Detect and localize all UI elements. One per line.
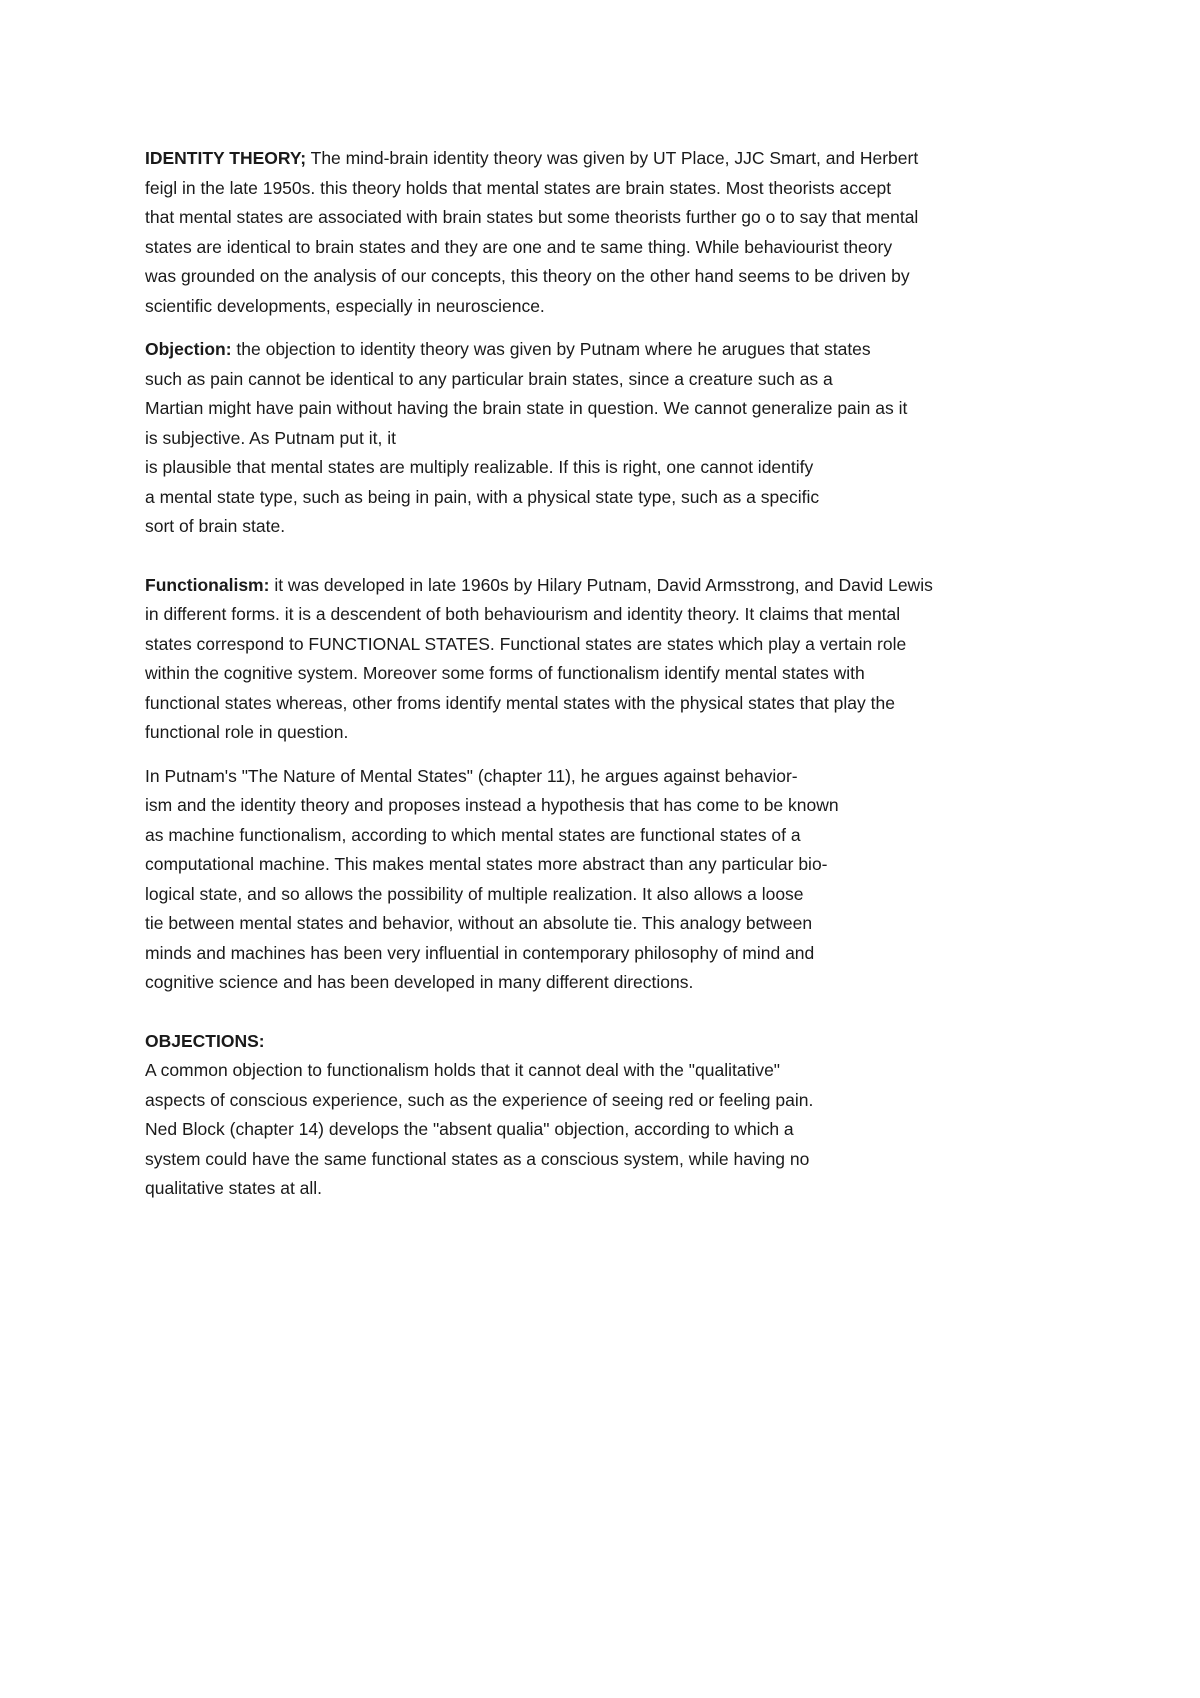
paragraph-spacer	[145, 748, 1075, 762]
paragraph-text: The mind-brain identity theory was given by UT Place, JJC Smart, and Herbert	[306, 148, 919, 168]
paragraph-line: within the cognitive system. Moreover some forms of functionalism identify mental states with	[145, 663, 865, 683]
functionalism-heading: Functionalism:	[145, 574, 270, 595]
paragraph-line	[145, 571, 1075, 601]
paragraph-line: A common objection to functionalism holds that it cannot deal with the "qualitative"	[145, 1060, 781, 1080]
putnam-paragraph	[145, 762, 1075, 998]
paragraph-line: system could have the same functional states as a conscious system, while having no	[145, 1148, 810, 1169]
paragraph-line: minds and machines has been very influential in contemporary philosophy of mind and	[145, 942, 815, 963]
paragraph-line: was grounded on the analysis of our concepts, this theory on the other hand seems to be driven by	[145, 266, 910, 286]
paragraph-line: aspects of conscious experience, such as the experience of seeing red or feeling pain.	[145, 1089, 814, 1110]
paragraph-line: ism and the identity theory and proposes instead a hypothesis that has come to be known	[145, 795, 839, 815]
paragraph-spacer	[145, 321, 1075, 335]
objection-paragraph	[145, 335, 1075, 542]
paragraph-line: cognitive science and has been developed in many different directions.	[145, 972, 694, 992]
document-body	[145, 144, 1075, 1204]
paragraph-line: qualitative states at all.	[145, 1178, 323, 1198]
paragraph-line	[145, 335, 1075, 365]
paragraph-line: sort of brain state.	[145, 516, 286, 536]
paragraph-line: states correspond to FUNCTIONAL STATES. Functional states are states which play a vertain role	[145, 633, 907, 654]
paragraph-line: Ned Block (chapter 14) develops the "absent qualia" objection, according to which a	[145, 1119, 794, 1139]
paragraph-line: logical state, and so allows the possibility of multiple realization. It also allows a loose	[145, 883, 804, 904]
paragraph-text: it was developed in late 1960s by Hilary Putnam, David Armsstrong, and David Lewis	[269, 574, 933, 595]
objections-paragraph	[145, 1027, 1075, 1204]
paragraph-line: computational machine. This makes mental states more abstract than any particular bio-	[145, 854, 828, 874]
paragraph-line: such as pain cannot be identical to any particular brain states, since a creature such as a	[145, 368, 833, 389]
paragraph-line: tie between mental states and behavior, without an absolute tie. This analogy between	[145, 913, 813, 933]
objection-heading: Objection:	[145, 339, 232, 359]
identity-theory-heading: IDENTITY THEORY;	[145, 148, 307, 168]
paragraph-spacer	[145, 542, 1075, 571]
paragraph-spacer	[145, 998, 1075, 1027]
paragraph-line: scientific developments, especially in neuroscience.	[145, 295, 545, 316]
identity-theory-paragraph	[145, 144, 1075, 321]
paragraph-line: as machine functionalism, according to which mental states are functional states of a	[145, 824, 801, 845]
paragraph-line: feigl in the late 1950s. this theory holds that mental states are brain states. Most theorists accept	[145, 177, 892, 198]
functionalism-paragraph	[145, 571, 1075, 748]
paragraph-line: Martian might have pain without having the brain state in question. We cannot generalize pain as it	[145, 398, 908, 418]
paragraph-line: is plausible that mental states are multiply realizable. If this is right, one cannot identify	[145, 457, 814, 477]
paragraph-line: functional role in question.	[145, 722, 349, 742]
paragraph-line: a mental state type, such as being in pain, with a physical state type, such as a specific	[145, 486, 820, 507]
objections-heading: OBJECTIONS:	[145, 1030, 265, 1051]
paragraph-text: the objection to identity theory was given by Putnam where he arugues that states	[231, 339, 871, 359]
paragraph-line: in different forms. it is a descendent of both behaviourism and identity theory. It claims that mental	[145, 604, 901, 624]
paragraph-line: In Putnam's "The Nature of Mental States" (chapter 11), he argues against behavior-	[145, 765, 798, 786]
paragraph-line: that mental states are associated with brain states but some theorists further go o to say that mental	[145, 207, 919, 227]
paragraph-line: is subjective. As Putnam put it, it	[145, 427, 396, 448]
paragraph-line: states are identical to brain states and they are one and te same thing. While behaviourist theory	[145, 236, 893, 257]
paragraph-line: functional states whereas, other froms identify mental states with the physical states that play the	[145, 692, 895, 713]
paragraph-line	[145, 144, 1075, 174]
